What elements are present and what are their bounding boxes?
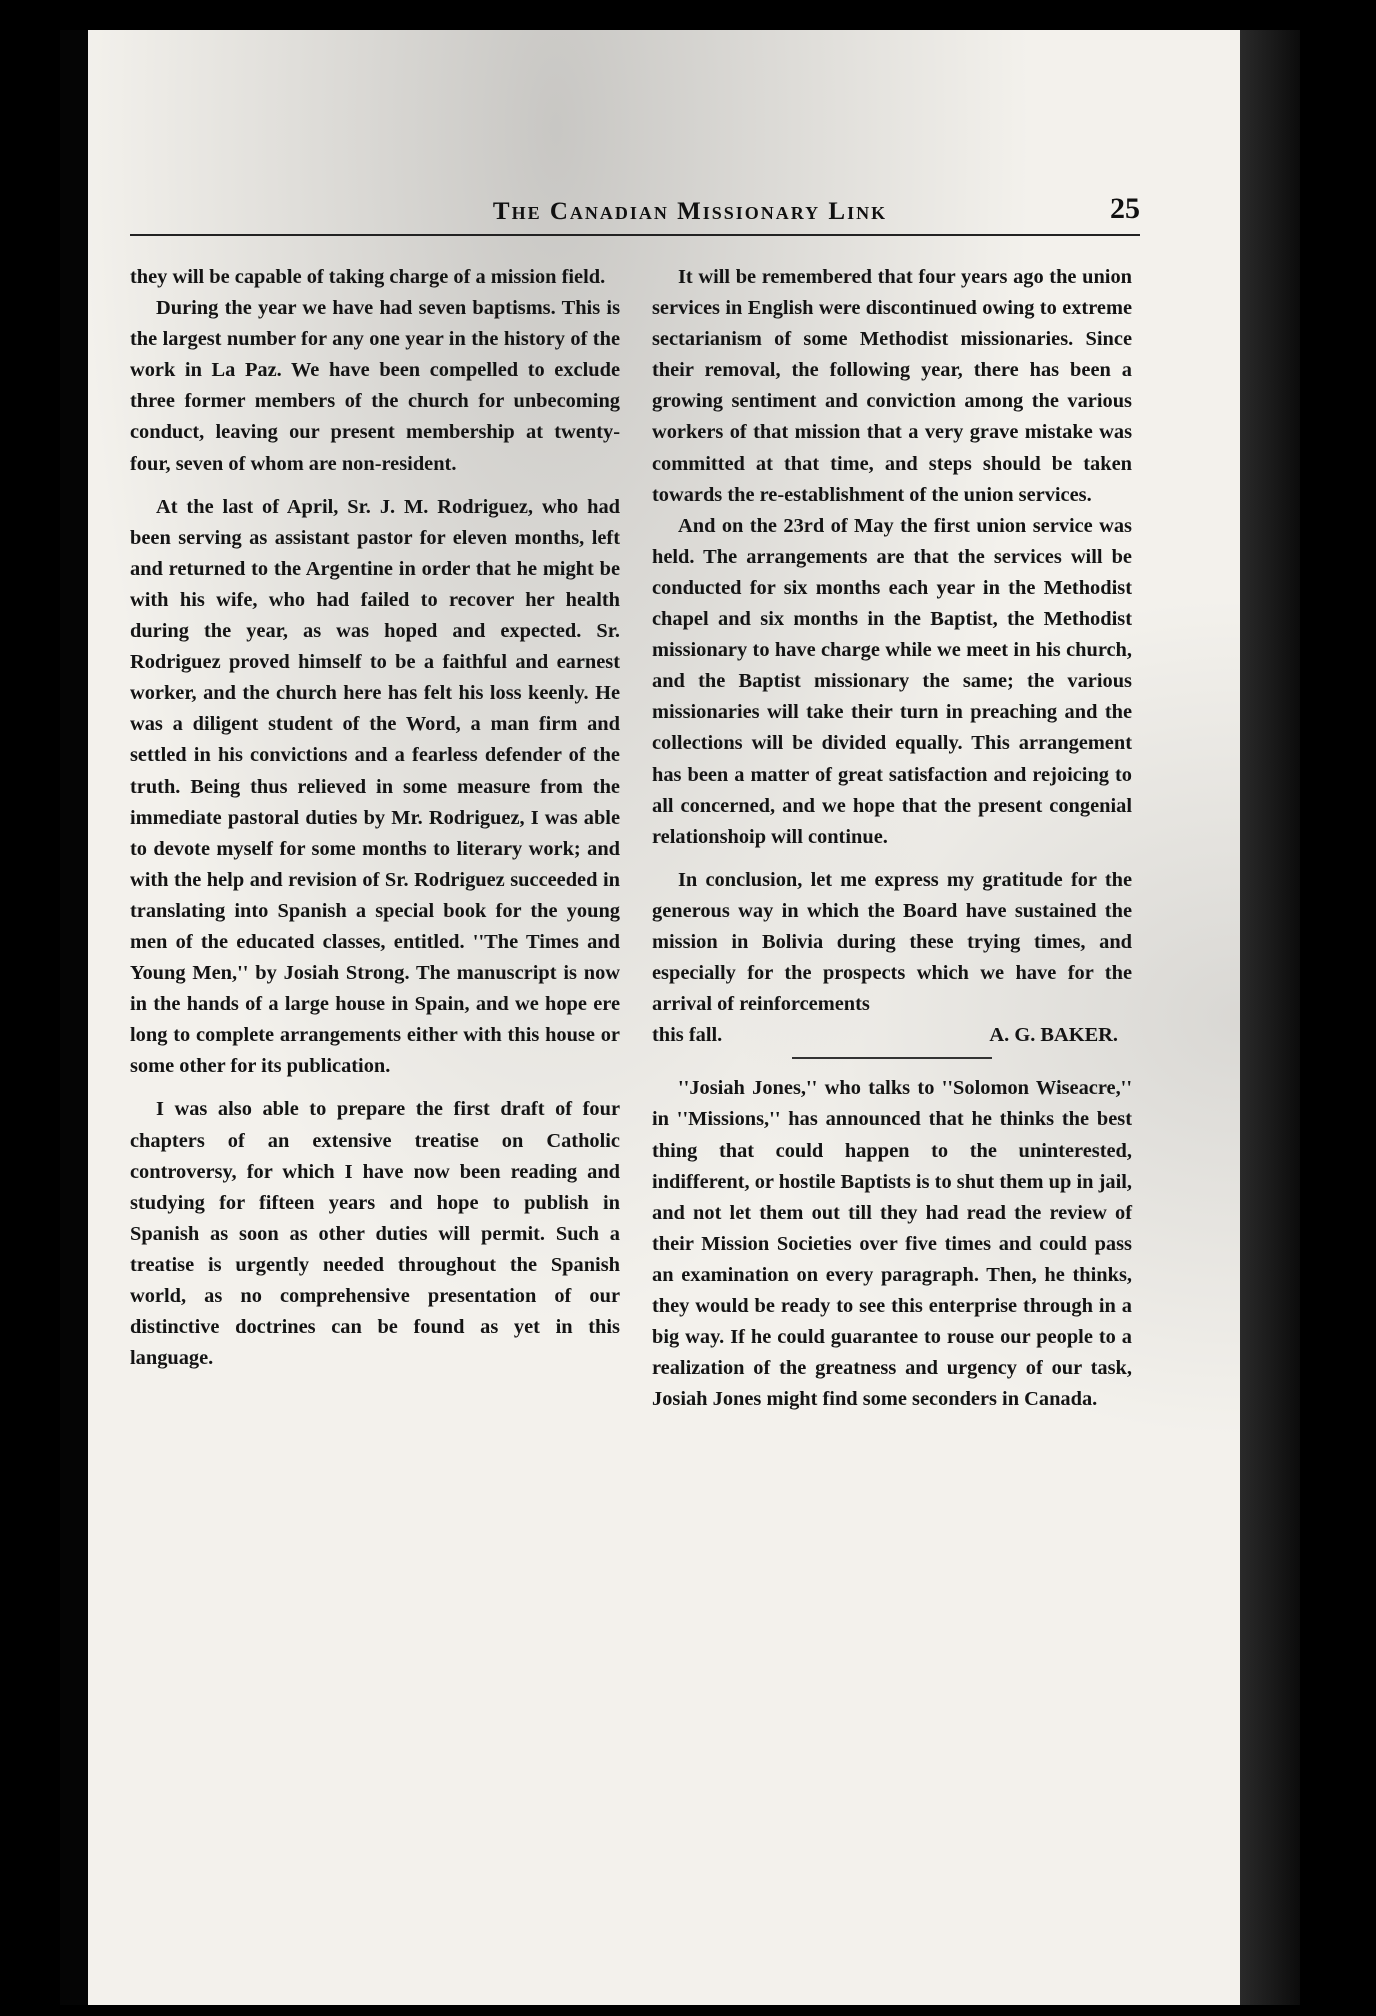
running-head: The Canadian Missionary Link [492,198,888,225]
right-column [652,262,1132,1415]
paragraph: they will be capable of taking charge of a mission field. [130,266,606,288]
section-divider [792,1057,992,1059]
paragraph: It will be remembered that four years ago the union services in English were discontinued owing to extreme sectarianism of some Methodist missionaries. Since their removal, the following year, there has been a growing sentiment and conviction among the various workers of that mission that a very grave mistake was committed at that time, and steps should be taken towards the re-establishment of the union services. [652,266,1132,506]
paragraph: In conclusion, let me express my gratitude for the generous way in which the Board have sustained the mission in Bolivia during these trying times, and especially for the prospects which we have for the arrival of reinforcements [652,868,1132,1016]
page-left-shadow [60,30,88,2005]
paragraph: And on the 23rd of May the first union service was held. The arrangements are that the services will be conducted for six months each year in the Methodist chapel and six months in the Baptist, the Methodist missionary to have charge while we meet in his church, and the Baptist missionary the same; the various missionaries will take their turn in preaching and the collections will be divided equally. This arrangement has been a matter of great satisfaction and rejoicing to all concerned, and we hope that the present congenial relationshoip will continue. [652,514,1132,848]
paragraph: I was also able to prepare the first draft of four chapters of an extensive treatise on Catholic controversy, for which I have now been reading and studying for fifteen years and hope to publish in Spanish as soon as other duties will permit. Such a treatise is urgently needed throughout the Spanish world, as no comprehensive presentation of our distinctive doctrines can be found as yet in this language. [130,1098,620,1370]
paragraph: At the last of April, Sr. J. M. Rodriguez, who had been serving as assistant pastor for eleven months, left and returned to the Argentine in order that he might be with his wife, who had failed to recover her health during the year, as was hoped and expected. Sr. Rodriguez proved himself to be a faithful and earnest worker, and the church here has felt his loss keenly. He was a diligent student of the Word, a man firm and settled in his convictions and a fearless defender of the truth. Being thus relieved in some measure from the immediate pastoral duties by Mr. Rodriguez, I was able to devote myself for some months to literary work; and with the help and revision of Sr. Rodriguez succeeded in translating into Spanish a special book for the young men of the educated classes, entitled. ''The Times and Young Men,'' by Josiah Strong. The manuscript is now in the hands of a large house in Spain, and we hope ere long to complete arrangements either with this house or some other for its publication. [130,495,620,1078]
page-number: 25 [1110,192,1140,225]
book-spine-edge [1240,30,1300,2005]
closing-line: this fall. [652,1024,723,1047]
paragraph: During the year we have had seven baptisms. This is the largest number for any one year in the history of the work in La Paz. We have been compelled to exclude three former members of the church for unbecoming conduct, leaving our present membership at twenty-four, seven of whom are non-resident. [130,297,620,475]
page-header [130,192,1140,236]
left-column [130,262,620,1374]
signature-line [652,1020,1132,1051]
author-signature: A. G. BAKER. [989,1024,1118,1047]
paragraph: ''Josiah Jones,'' who talks to ''Solomon Wiseacre,'' in ''Missions,'' has announced that he thinks the best thing that could happen to the uninterested, indifferent, or hostile Baptists is to shut them up in jail, and not let them out till they had read the review of their Mission Societies over five times and could pass an examination on every paragraph. Then, he thinks, they would be ready to see this enterprise through in a big way. If he could guarantee to rouse our people to a realization of the greatness and urgency of our task, Josiah Jones might find some seconders in Canada. [652,1077,1132,1411]
